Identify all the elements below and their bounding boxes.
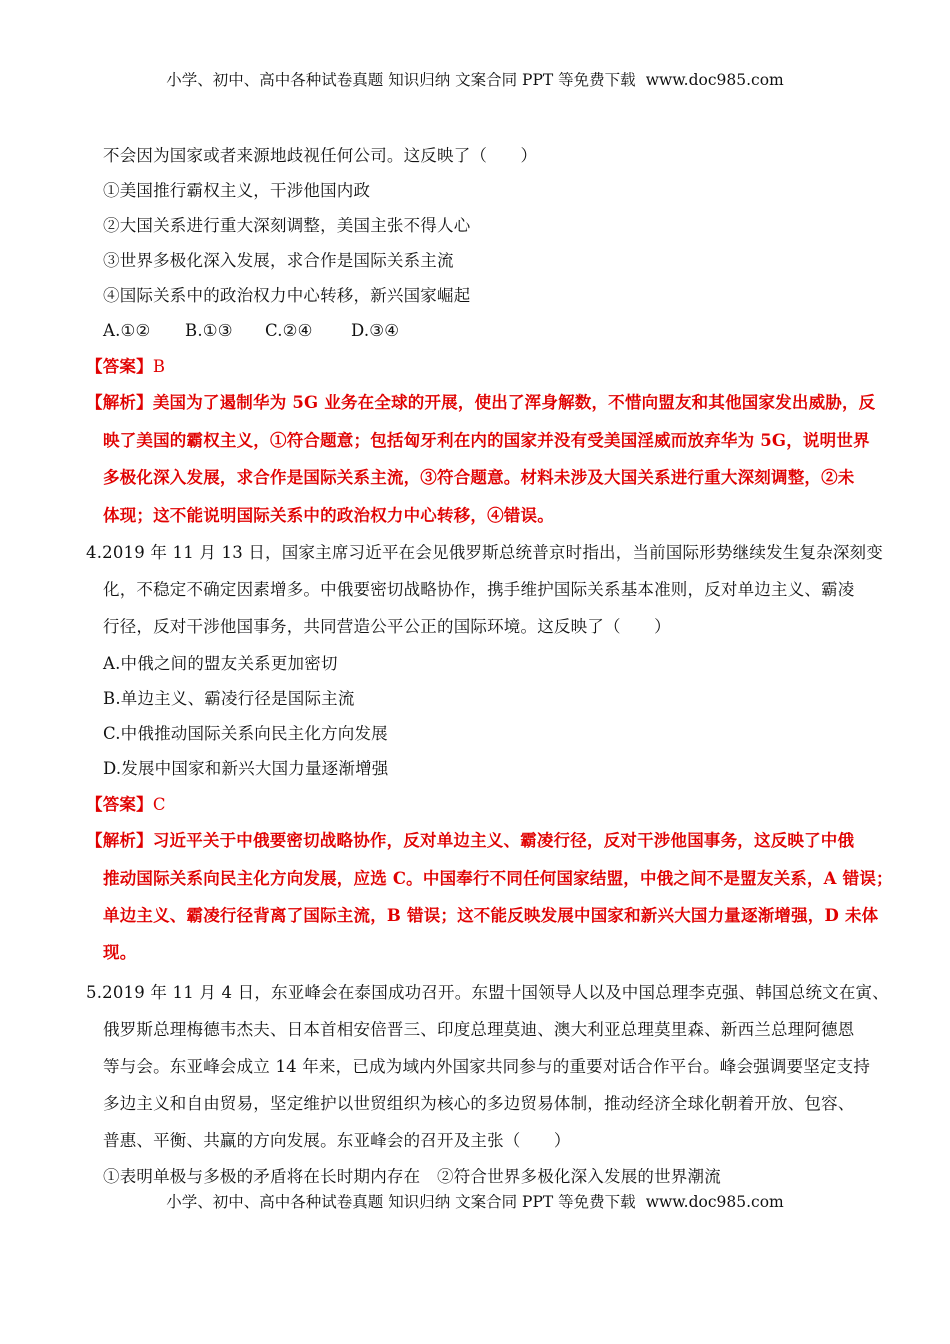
- q3-item-1: ①美国推行霸权主义，干涉他国内政: [103, 181, 371, 200]
- q3-analysis-text-1: 美国为了遏制华为 5G 业务在全球的开展，使出了浑身解数，不惜向盟友和其他国家发出威胁，反: [152, 393, 876, 412]
- q3-option-a[interactable]: A.①②: [103, 321, 151, 340]
- q3-options: [103, 319, 399, 343]
- q3-option-c[interactable]: C.②④: [265, 321, 313, 340]
- q3-analysis-label: 【解析】: [86, 393, 153, 412]
- page-footer: [0, 1190, 950, 1212]
- footer-url[interactable]: www.doc985.com: [645, 1193, 784, 1211]
- q3-item-3: ③世界多极化深入发展，求合作是国际关系主流: [103, 251, 454, 270]
- q3-answer-label: 【答案】: [86, 357, 153, 376]
- q4-option-d[interactable]: D.发展中国家和新兴大国力量逐渐增强: [103, 759, 389, 778]
- q3-analysis-line-1: [86, 391, 875, 415]
- header-url[interactable]: www.doc985.com: [645, 71, 784, 89]
- q4-answer: [86, 793, 166, 817]
- q4-answer-value: C: [152, 795, 166, 814]
- q4-answer-label: 【答案】: [86, 795, 153, 814]
- q5-stem-line-2: 俄罗斯总理梅德韦杰夫、日本首相安倍晋三、印度总理莫迪、澳大利亚总理莫里森、新西兰总理阿德恩: [103, 1020, 855, 1039]
- q3-analysis-line-3: 多极化深入发展，求合作是国际关系主流，③符合题意。材料未涉及大国关系进行重大深刻调整，②未: [103, 468, 855, 487]
- q4-analysis-line-3: 单边主义、霸凌行径背离了国际主流，B 错误；这不能反映发展中国家和新兴大国力量逐渐增强，D 未体: [103, 906, 879, 925]
- q4-stem-line-1: 4.2019 年 11 月 13 日，国家主席习近平在会见俄罗斯总统普京时指出，当前国际形势继续发生复杂深刻变: [86, 543, 883, 562]
- q4-option-a[interactable]: A.中俄之间的盟友关系更加密切: [103, 654, 338, 673]
- q3-option-d[interactable]: D.③④: [351, 321, 400, 340]
- header-text: 小学、初中、高中各种试卷真题 知识归纳 文案合同 PPT 等免费下载: [166, 71, 636, 89]
- page-header: [0, 68, 950, 90]
- q5-items-line: ①表明单极与多极的矛盾将在长时期内存在 ②符合世界多极化深入发展的世界潮流: [103, 1167, 721, 1186]
- q5-stem-line-5: 普惠、平衡、共赢的方向发展。东亚峰会的召开及主张（ ）: [103, 1131, 571, 1150]
- q3-analysis-line-2: 映了美国的霸权主义，①符合题意；包括匈牙利在内的国家并没有受美国淫威而放弃华为 5G，说明世界: [103, 431, 870, 450]
- q5-stem-line-3: 等与会。东亚峰会成立 14 年来，已成为域内外国家共同参与的重要对话合作平台。峰会强调要坚定支持: [103, 1057, 871, 1076]
- q4-option-b[interactable]: B.单边主义、霸凌行径是国际主流: [103, 689, 355, 708]
- q4-option-c[interactable]: C.中俄推动国际关系向民主化方向发展: [103, 724, 388, 743]
- q4-analysis-text-1: 习近平关于中俄要密切战略协作，反对单边主义、霸凌行径，反对干涉他国事务，这反映了中俄: [152, 831, 855, 850]
- q4-analysis-line-1: [86, 829, 854, 853]
- q3-item-2: ②大国关系进行重大深刻调整，美国主张不得人心: [103, 216, 471, 235]
- q3-answer-value: B: [152, 357, 166, 376]
- q5-stem-line-1: 5.2019 年 11 月 4 日，东亚峰会在泰国成功召开。东盟十国领导人以及中国总理李克强、韩国总统文在寅、: [86, 983, 889, 1002]
- q4-stem-line-3: 行径，反对干涉他国事务，共同营造公平公正的国际环境。这反映了（ ）: [103, 617, 671, 636]
- q3-option-b[interactable]: B.①③: [185, 321, 233, 340]
- q3-item-4: ④国际关系中的政治权力中心转移，新兴国家崛起: [103, 286, 471, 305]
- q3-answer: [86, 355, 165, 379]
- q3-analysis-line-4: 体现；这不能说明国际关系中的政治权力中心转移，④错误。: [103, 506, 554, 525]
- q4-analysis-label: 【解析】: [86, 831, 153, 850]
- q4-analysis-line-4: 现。: [103, 943, 137, 962]
- q5-stem-line-4: 多边主义和自由贸易，坚定维护以世贸组织为核心的多边贸易体制，推动经济全球化朝着开放、包容、: [103, 1094, 855, 1113]
- q4-analysis-line-2: 推动国际关系向民主化方向发展，应选 C。中国奉行不同任何国家结盟，中俄之间不是盟友关系，A 错误；: [103, 869, 893, 888]
- footer-text: 小学、初中、高中各种试卷真题 知识归纳 文案合同 PPT 等免费下载: [166, 1193, 636, 1211]
- q3-stem-tail: 不会因为国家或者来源地歧视任何公司。这反映了（ ）: [103, 146, 538, 165]
- q4-stem-line-2: 化，不稳定不确定因素增多。中俄要密切战略协作，携手维护国际关系基本准则，反对单边主义、霸凌: [103, 580, 855, 599]
